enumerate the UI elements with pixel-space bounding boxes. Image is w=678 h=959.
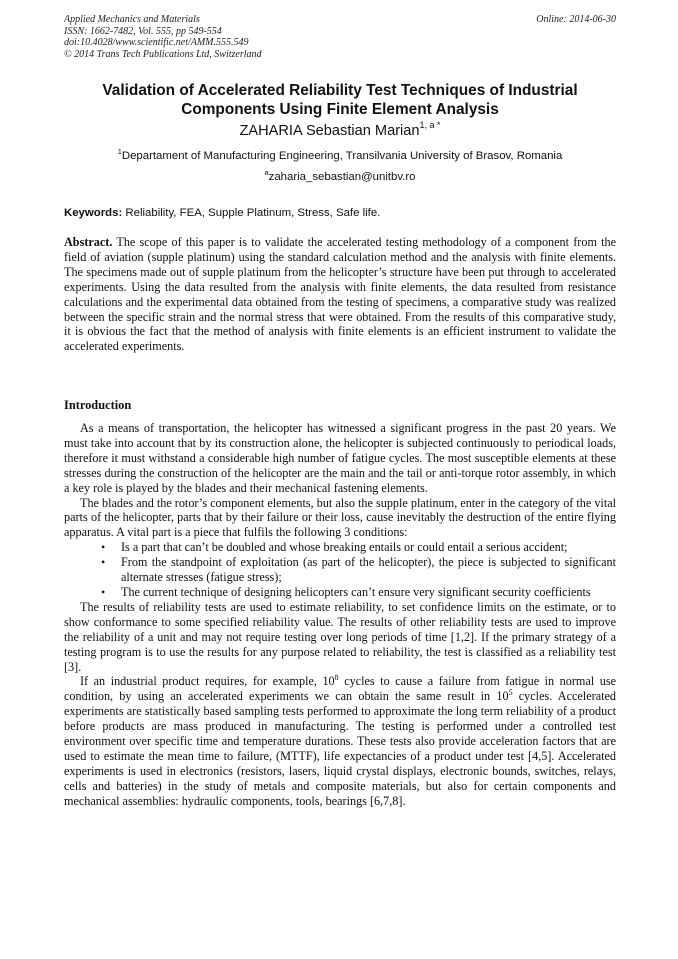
author-name: ZAHARIA Sebastian Marian [239,123,420,139]
intro-paragraph-4 [64,674,616,808]
email-mark: a [264,168,269,177]
email-text: zaharia_sebastian@unitbv.ro [268,171,416,183]
p4-exponent-1: 8 [334,673,339,683]
abstract-label: Abstract. [64,235,113,249]
title-line-2: Components Using Finite Element Analysis [181,101,499,118]
vital-part-conditions-list [64,540,616,600]
paper-title [64,81,616,119]
intro-paragraph-2: The blades and the rotor’s component elements, but also the supple platinum, enter in the category of the vital parts of the helicopter, parts that by their failure or their loss, cause inevitably the destruction of the entire flying apparatus. A vital part is a piece that fulfils the following 3 conditions: [64,495,616,540]
section-heading-introduction: Introduction [64,398,132,412]
publication-header [64,14,616,60]
affiliation [64,149,616,164]
affiliation-text: Departament of Manufacturing Engineering, Transilvania University of Brasov, Romania [121,150,563,162]
keywords [64,206,616,221]
title-line-1: Validation of Accelerated Reliability Test Techniques of Industrial [102,82,578,99]
doi: doi:10.4028/www.scientific.net/AMM.555.549 [64,37,249,48]
p4-text-c: cycles. Accelerated experiments are statistically based sampling tests performed to approximate the long term reliability of a product before products are mass produced in manufacturing. The testing is performed under a controlled test environment over specific time and temperature durations. These tests also provide acceleration factors that are used to estimate the mean time to failure, (MTTF), life expectancies of a product under test [4,5]. Accelerated experiments is used in electronics (resistors, lasers, liquid crystal displays, electronic bounds, switches, relays, cells and batteries) in the study of metals and composite materials, but also for certain components and mechanical assemblies: hydraulic components, tools, bearings [6,7,8]. [64,689,616,808]
affiliation-mark: 1 [117,147,122,156]
keywords-text: Reliability, FEA, Supple Platinum, Stress, Safe life. [125,207,381,219]
introduction-body [64,421,616,809]
intro-paragraph-1: As a means of transportation, the helicopter has witnessed a significant progress in the past 20 years. We must take into account that by its construction alone, the helicopter is subjected continuously to periodical loads, therefore it must withstand a considerable high number of fatigue cycles. The most susceptible elements at these stresses during the construction of the helicopter are the main and the tail or anti-torque rotor assembly, in which a key role is played by the blades and their mechanical fastening elements. [64,421,616,495]
p4-text-b: cycles to cause a failure from fatigue in normal use condition, by using an accelerated experiments we can obtain the same result in 10 [64,674,616,704]
list-item: • The current technique of designing helicopters can’t ensure very significant security coefficients [121,585,616,600]
p4-exponent-2: 5 [508,688,513,698]
abstract [64,235,616,354]
intro-paragraph-3: The results of reliability tests are used to estimate reliability, to set confidence limits on the estimate, or to show conformance to some specified reliability value. The results of other reliability tests are used to improve the reliability of a unit and may not require testing over long periods of time [1,2]. If the primary strategy of a testing program is to use the results for any purpose related to reliability, the test is classified as a reliability test [3]. [64,599,616,674]
p4-text-a: If an industrial product requires, for example, 10 [80,674,335,689]
list-item: • From the standpoint of exploitation (as part of the helicopter), the piece is subjected to significant alternate stresses (fatigue stress); [121,555,616,585]
list-item: • Is a part that can’t be doubled and whose breaking entails or could entail a serious accident; [121,540,616,555]
keywords-label: Keywords: [64,207,123,219]
author-email [64,170,616,185]
online-date: Online: 2014-06-30 [536,14,616,25]
copyright: © 2014 Trans Tech Publications Ltd, Switzerland [64,48,262,60]
author-marks: 1, a * [419,120,441,130]
author-line [64,122,616,140]
abstract-text: The scope of this paper is to validate the accelerated testing methodology of a component from the field of aviation (supple platinum) using the standard calculation method and the analysis with finite elements. The specimens made out of supple platinum from the helicopter’s structure have been put through to accelerated experiments. Using the data resulted from the analysis with finite elements, the data resulted from resistance calculations and the experimental data obtained from the testing of specimens, a comparative study was realized between the specific strain and the normal stress that were obtained. From the results of this comparative study, it is obvious the fact that the method of analysis with finite elements is an efficient instrument to validate the accelerated experiments. [64,235,617,354]
issn-volume: ISSN: 1662-7482, Vol. 555, pp 549-554 [64,25,222,37]
journal-name: Applied Mechanics and Materials [64,14,200,25]
